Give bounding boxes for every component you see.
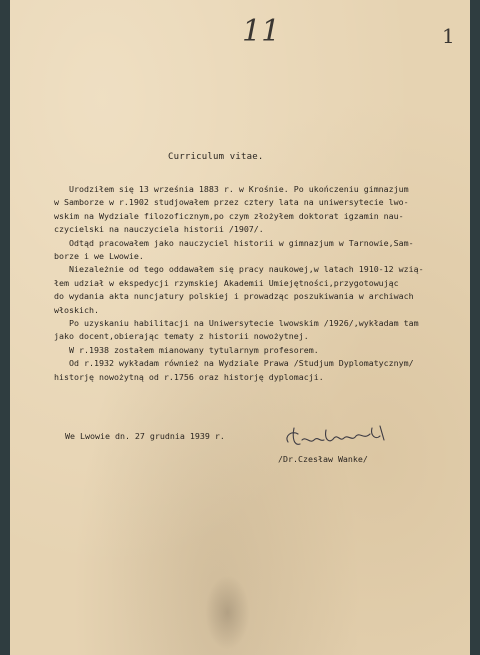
body-line: w Samborze w r.1902 studjowałem przez cztery lata na uniwersytecie lwo-: [54, 197, 409, 208]
body-line: Od r.1932 wykładam również na Wydziale Prawa /Studjum Dyplomatycznym/: [54, 358, 414, 369]
place-and-date: We Lwowie dn. 27 grudnia 1939 r.: [65, 431, 225, 441]
body-line: do wydania akta nuncjatury polskiej i prowadząc poszukiwania w archiwach: [54, 291, 414, 302]
body-line: Po uzyskaniu habilitacji na Uniwersytecie lwowskim /1926/,wykładam tam: [54, 318, 419, 329]
body-line: borze i we Lwowie.: [54, 251, 144, 262]
body-line: Odtąd pracowałem jako nauczyciel historii w gimnazjum w Tarnowie,Sam-: [54, 237, 414, 248]
page-mark-top: 11: [242, 14, 281, 49]
body-line: wskim na Wydziale filozoficznym,po czym złożyłem doktorat igzamin nau-: [54, 210, 404, 221]
body-line: czycielski na nauczyciela historii /1907/.: [54, 224, 264, 235]
document-page: [10, 0, 470, 655]
body-line: Niezależnie od tego oddawałem się pracy naukowej,w latach 1910-12 wzią-: [54, 264, 424, 275]
handwritten-signature: [280, 418, 395, 458]
document-body: [54, 183, 466, 384]
body-line: Urodziłem się 13 września 1883 r. w Krośnie. Po ukończeniu gimnazjum: [54, 184, 409, 194]
body-line: łem udział w ekspedycji rzymskiej Akademii Umiejętności,przygotowując: [54, 277, 399, 288]
body-line: historję nowożytną od r.1756 oraz historję dyplomacji.: [54, 371, 324, 382]
document-title: Curriculum vitae.: [168, 152, 264, 162]
body-line: jako docent,obierając tematy z historii nowożytnej.: [54, 331, 309, 342]
paper-stain: [205, 575, 250, 650]
body-line: włoskich.: [54, 304, 99, 315]
signatory-name: /Dr.Czesław Wanke/: [278, 454, 368, 464]
body-line: W r.1938 zostałem mianowany tytularnym profesorem.: [54, 344, 319, 355]
page-number: 1: [442, 24, 455, 48]
